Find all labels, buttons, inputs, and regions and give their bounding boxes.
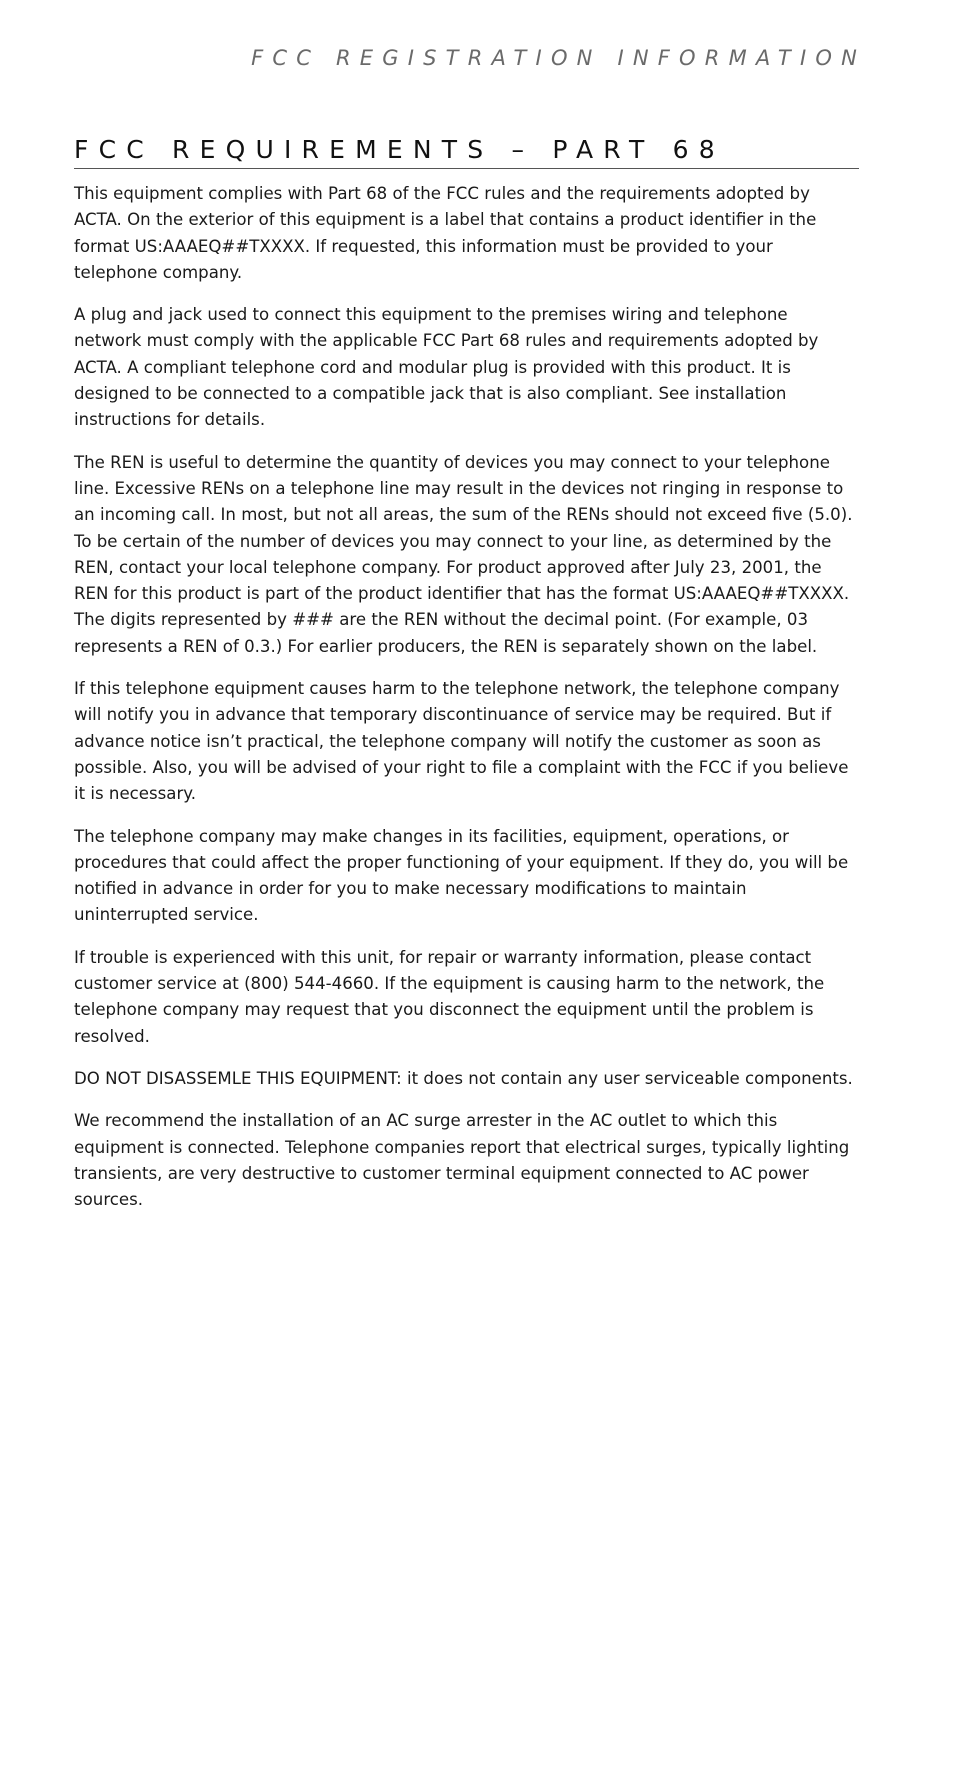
paragraph-ren: The REN is useful to determine the quantity of devices you may connect to your telephone line. Excessive RENs on a telephone line may result in the devices not ringing in response to an incoming call. In most, but not all areas, the sum of the RENs should not exceed five (5.0). To be certain of the number of devices you may connect to your line, as determined by the REN, contact your local telephone company. For product approved after July 23, 2001, the REN for this product is part of the product identifier that has the format US:AAAEQ##TXXXX. The digits represented by ### are the REN without the decimal point. (For example, 03 represents a REN of 0.3.) For earlier producers, the REN is separately shown on the label. [74,452,853,656]
paragraph-surge-arrester: We recommend the installation of an AC surge arrester in the AC outlet to which this equipment is connected. Telephone companies report that electrical surges, typically lighting transients, are very destructive to customer terminal equipment connected to AC power sources. [74,1111,850,1210]
paragraph-trouble-contact: If trouble is experienced with this unit, for repair or warranty information, please contact customer service at (800) 544-4660. If the equipment is causing harm to the network, the telephone company may request that you disconnect the equipment until the problem is resolved. [74,947,825,1046]
paragraph-plug-and-jack: A plug and jack used to connect this equipment to the premises wiring and telephone network must comply with the applicable FCC Part 68 rules and requirements adopted by ACTA. A compliant telephone cord and modular plug is provided with this product. It is designed to be connected to a compatible jack that is also compliant. See installation instructions for details. [74,305,819,430]
paragraph-network-harm: If this telephone equipment causes harm to the telephone network, the telephone company will notify you in advance that temporary discontinuance of service may be required. But if advance notice isn’t practical, the telephone company will notify the customer as soon as possible. Also, you will be advised of your right to file a complaint with the FCC if you believe it is necessary. [74,679,849,804]
paragraph-compliance: This equipment complies with Part 68 of the FCC rules and the requirements adopted by ACTA. On the exterior of this equipment is a label that contains a product identifier in the format US:AAAEQ##TXXXX. If requested, this information must be provided to your telephone company. [74,184,817,282]
paragraph-company-changes: The telephone company may make changes in its facilities, equipment, operations, or procedures that could affect the proper functioning of your equipment. If they do, you will be notified in advance in order for you to make necessary modifications to maintain uninterrupted service. [74,826,849,925]
running-header: FCC REGISTRATION INFORMATION [251,46,866,70]
section-fcc-part-68 [74,134,859,1213]
paragraph-do-not-disassemble: DO NOT DISASSEMLE THIS EQUIPMENT: it does not contain any user serviceable components. [74,1068,853,1088]
section-title: FCC REQUIREMENTS – PART 68 [74,134,859,169]
